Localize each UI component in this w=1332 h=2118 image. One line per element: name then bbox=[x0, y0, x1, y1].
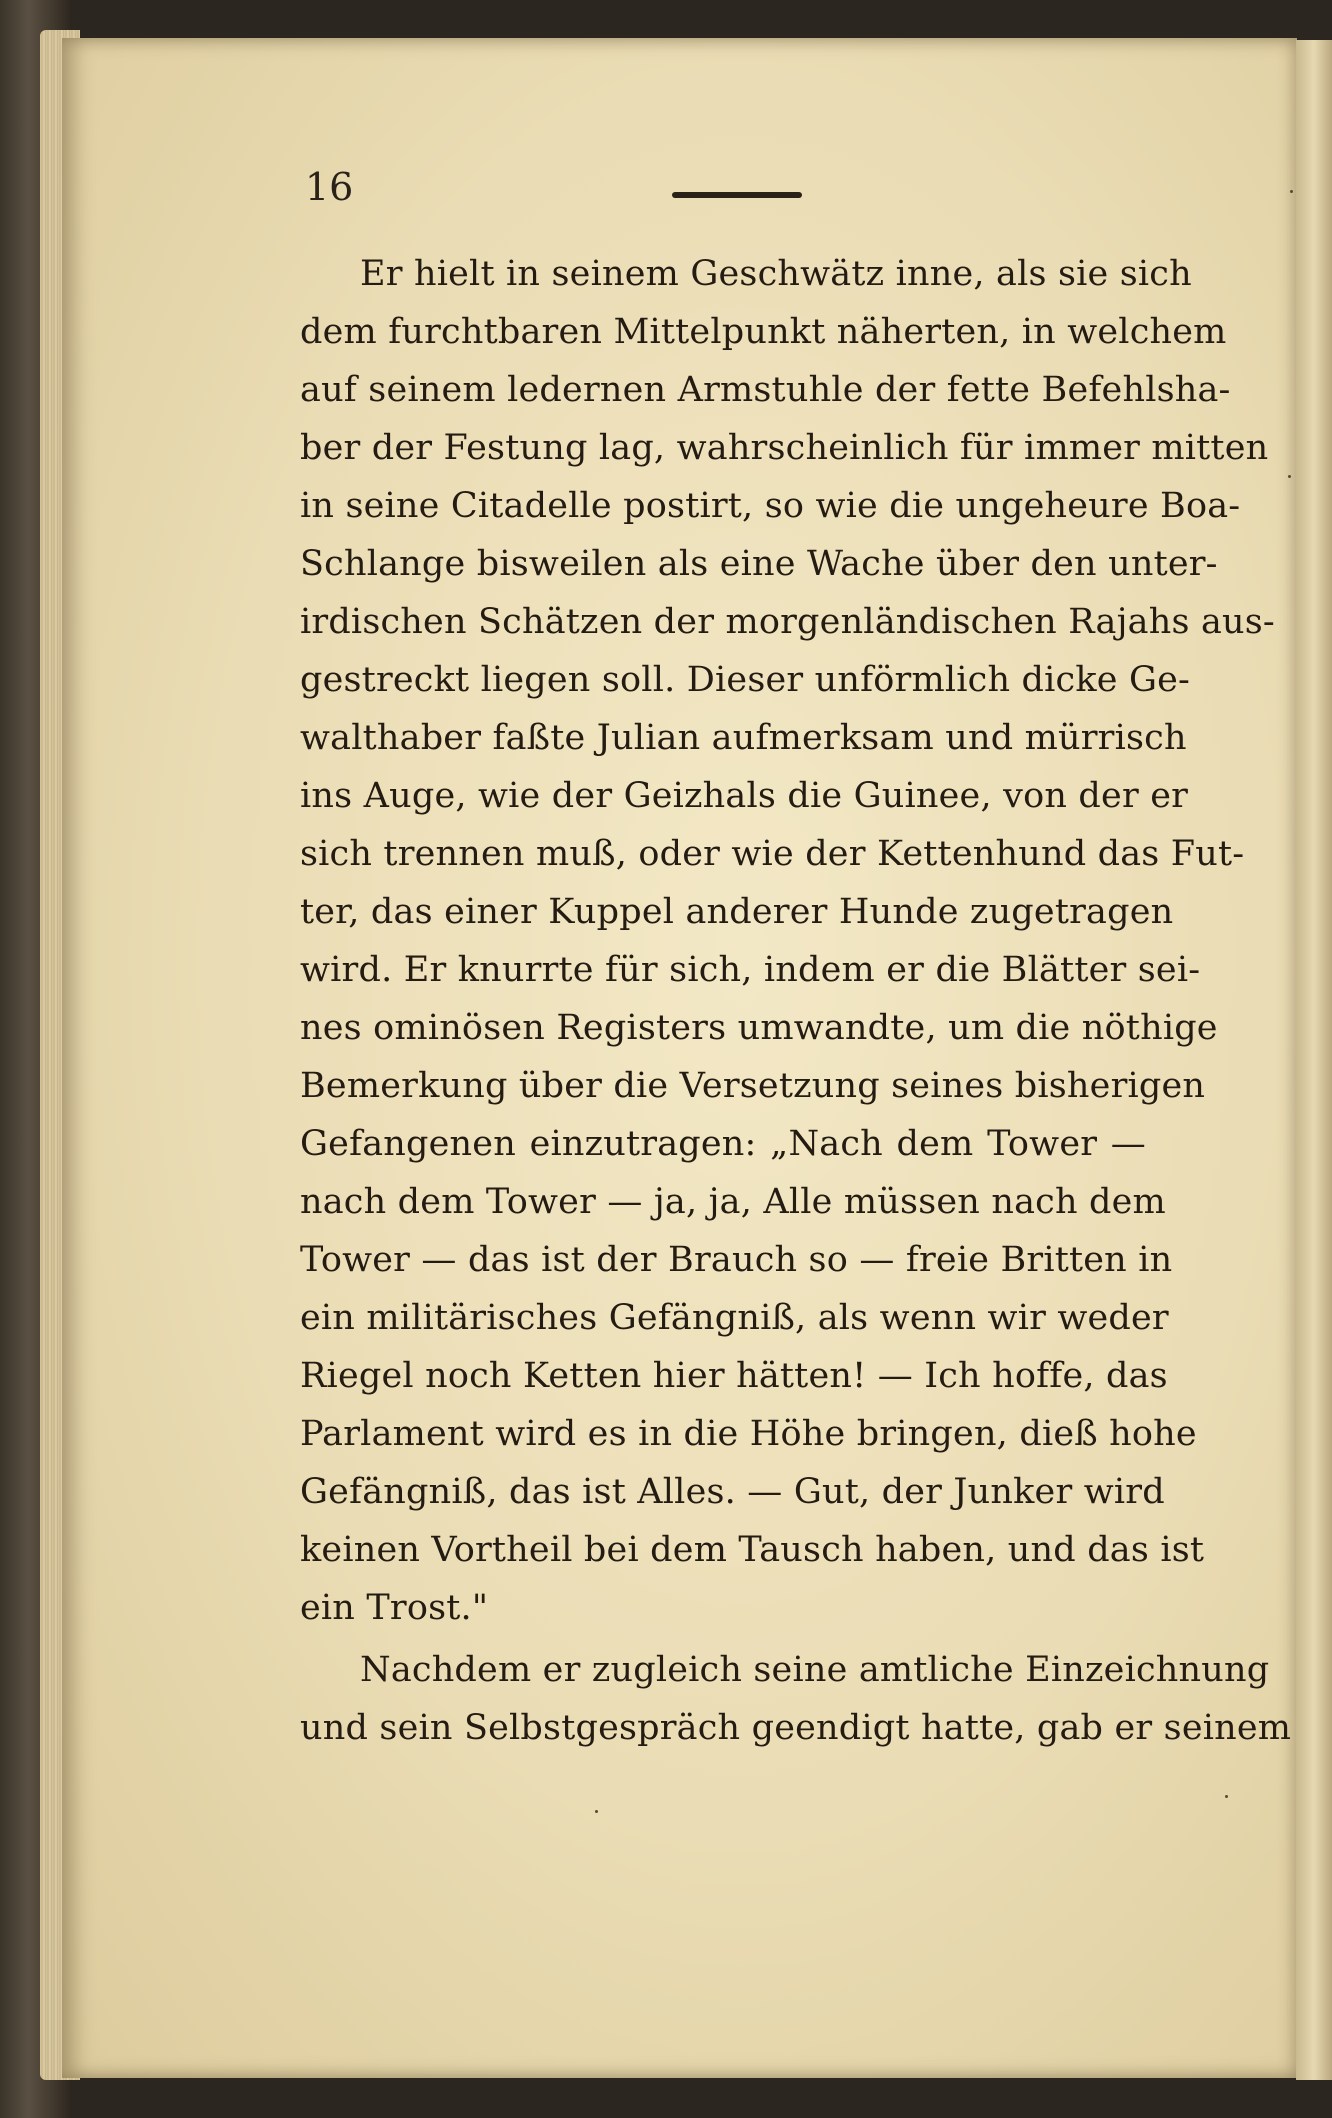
text-line: dem furchtbaren Mittelpunkt näherten, in welchem bbox=[300, 312, 1227, 352]
text-line: Schlange bisweilen als eine Wache über den unter- bbox=[300, 544, 1218, 584]
page-number: 16 bbox=[305, 165, 354, 209]
next-page-edge bbox=[1296, 40, 1332, 2080]
text-line: walthaber faßte Julian aufmerksam und mürrisch bbox=[300, 718, 1187, 758]
text-line: nach dem Tower — ja, ja, Alle müssen nach dem bbox=[300, 1182, 1166, 1222]
text-line: Gefangenen einzutragen: „Nach dem Tower — bbox=[300, 1124, 1146, 1164]
text-line: ter, das einer Kuppel anderer Hunde zugetragen bbox=[300, 892, 1174, 932]
text-line: Nachdem er zugleich seine amtliche Einzeichnung bbox=[360, 1650, 1270, 1690]
text-line: ein Trost." bbox=[300, 1588, 489, 1628]
text-line: Gefängniß, das ist Alles. — Gut, der Junker wird bbox=[300, 1472, 1165, 1512]
text-line: gestreckt liegen soll. Dieser unförmlich dicke Ge- bbox=[300, 660, 1191, 700]
text-line: ins Auge, wie der Geizhals die Guinee, von der er bbox=[300, 776, 1189, 816]
text-line: wird. Er knurrte für sich, indem er die Blätter sei- bbox=[300, 950, 1201, 990]
body-text bbox=[300, 245, 1292, 1757]
text-line: Tower — das ist der Brauch so — freie Britten in bbox=[300, 1240, 1173, 1280]
paper-speck bbox=[1288, 475, 1291, 478]
text-line: nes ominösen Registers umwandte, um die nöthige bbox=[300, 1008, 1218, 1048]
paragraph bbox=[300, 1641, 1292, 1757]
text-line: keinen Vortheil bei dem Tausch haben, und das ist bbox=[300, 1530, 1205, 1570]
text-line: Bemerkung über die Versetzung seines bisherigen bbox=[300, 1066, 1206, 1106]
text-line: irdischen Schätzen der morgenländischen Rajahs aus- bbox=[300, 602, 1275, 642]
text-line: sich trennen muß, oder wie der Kettenhund das Fut- bbox=[300, 834, 1245, 874]
text-line: ein militärisches Gefängniß, als wenn wir weder bbox=[300, 1298, 1169, 1338]
text-line: Parlament wird es in die Höhe bringen, dieß hohe bbox=[300, 1414, 1197, 1454]
text-line: Riegel noch Ketten hier hätten! — Ich hoffe, das bbox=[300, 1356, 1168, 1396]
paper-speck bbox=[595, 1810, 598, 1813]
text-line: und sein Selbstgespräch geendigt hatte, gab er seinem bbox=[300, 1708, 1292, 1748]
text-line: ber der Festung lag, wahrscheinlich für immer mitten bbox=[300, 428, 1269, 468]
header-rule bbox=[672, 192, 802, 198]
paragraph bbox=[300, 245, 1275, 1637]
text-line: in seine Citadelle postirt, so wie die ungeheure Boa- bbox=[300, 486, 1241, 526]
paper-speck bbox=[1290, 190, 1293, 193]
paper-speck bbox=[1225, 1795, 1228, 1798]
text-line: auf seinem ledernen Armstuhle der fette Befehlsha- bbox=[300, 370, 1231, 410]
text-line: Er hielt in seinem Geschwätz inne, als sie sich bbox=[360, 254, 1192, 294]
